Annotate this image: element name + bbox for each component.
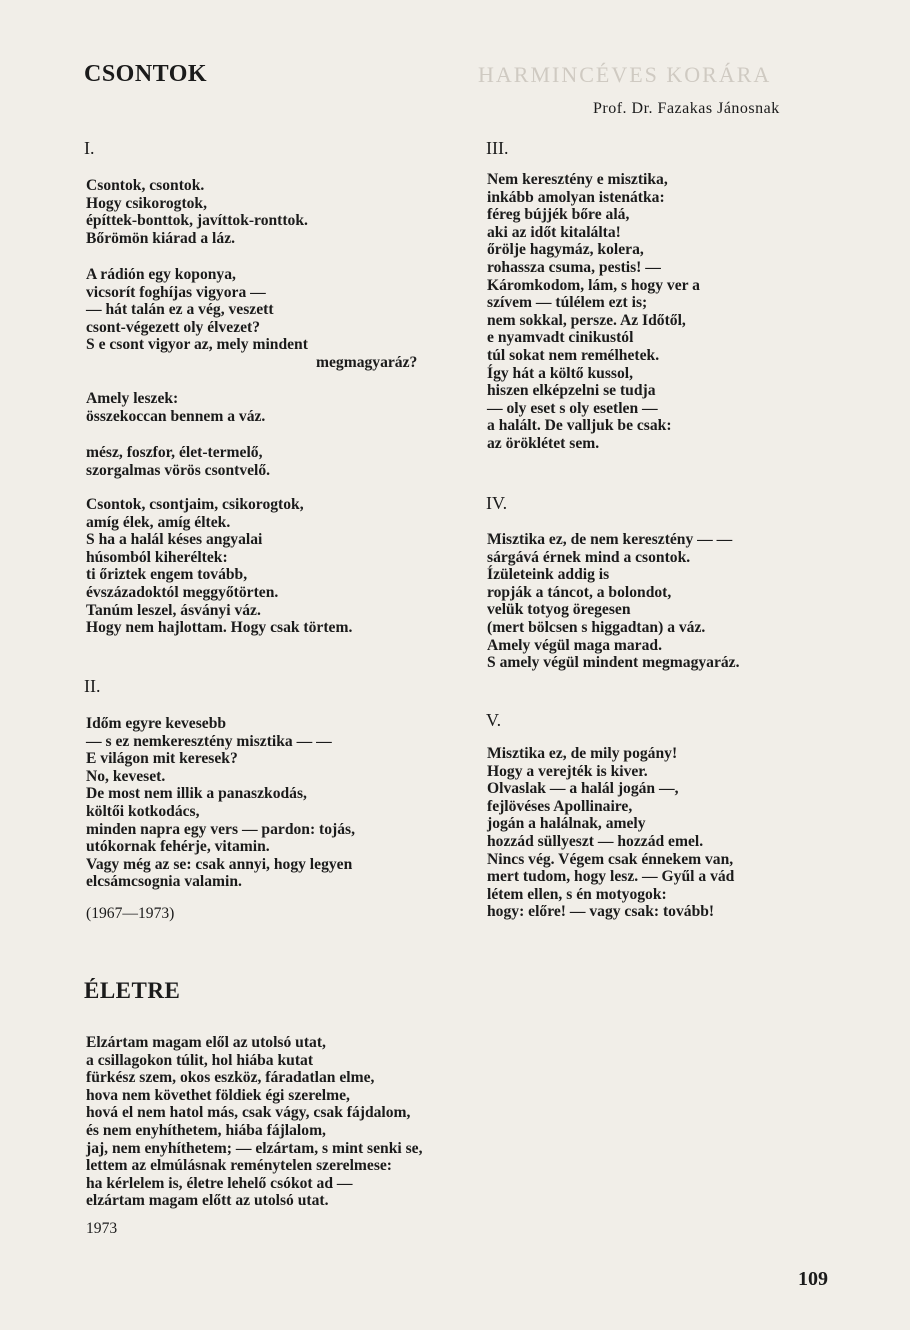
section-numeral-2: II. bbox=[84, 676, 101, 696]
poem-line: (mert bölcsen s higgadtan) a váz. bbox=[487, 618, 706, 636]
poem-line: őrölje hagymáz, kolera, bbox=[487, 241, 644, 259]
poem-line: rohassza csuma, pestis! — bbox=[487, 258, 661, 276]
poem-line: S e csont vigyor az, mely mindent bbox=[86, 336, 308, 354]
poem-line: hova nem követhet földiek égi szerelme, bbox=[86, 1086, 350, 1104]
poem-line: Káromkodom, lám, s hogy ver a bbox=[487, 276, 700, 294]
poem-line: elcsámcsognia valamin. bbox=[86, 873, 242, 891]
stanza-5-1 bbox=[487, 745, 734, 921]
poem-line: Vagy még az se: csak annyi, hogy legyen bbox=[86, 855, 353, 873]
poem-line: A rádión egy koponya, bbox=[86, 266, 236, 283]
poem-line: Ízületeink addig is bbox=[487, 566, 610, 584]
poem-line: hogy: előre! — vagy csak: tovább! bbox=[487, 903, 715, 921]
poem-line: amíg élek, amíg éltek. bbox=[86, 513, 231, 531]
poem-line: mész, foszfor, élet-termelő, bbox=[86, 444, 263, 461]
poem-line: építtek-bonttok, javíttok-ronttok. bbox=[86, 212, 308, 230]
dedication: Prof. Dr. Fazakas Jánosnak bbox=[593, 100, 780, 117]
poem-line: megmagyaráz? bbox=[316, 353, 418, 371]
poem-line: Elzártam magam elől az utolsó utat, bbox=[86, 1034, 326, 1051]
section-numeral-1: I. bbox=[84, 138, 95, 158]
poem-line: az öröklétet sem. bbox=[487, 434, 600, 452]
poem-line: mert tudom, hogy lesz. — Gyűl a vád bbox=[487, 868, 735, 886]
stanza-1-4 bbox=[86, 444, 270, 479]
stanza-2-1 bbox=[86, 715, 355, 891]
stanza-1-1 bbox=[86, 177, 308, 247]
stanza-3-1 bbox=[487, 171, 700, 453]
stanza-1-5 bbox=[86, 496, 352, 637]
poem-line: ti őriztek engem tovább, bbox=[86, 566, 248, 584]
poem-line: Misztika ez, de nem keresztény — — bbox=[487, 531, 733, 548]
poem-line: fejlövéses Apollinaire, bbox=[487, 797, 633, 815]
poem-line: Tanúm leszel, ásványi váz. bbox=[86, 601, 261, 619]
poem-line: Csontok, csontjaim, csikorogtok, bbox=[86, 496, 304, 513]
poem-title-csontok: CSONTOK bbox=[84, 61, 208, 87]
poem-title-eletre: ÉLETRE bbox=[84, 978, 181, 1003]
poem-line: költői kotkodács, bbox=[86, 802, 200, 820]
poem-line: összekoccan bennem a váz. bbox=[86, 407, 266, 425]
poem-line: nem sokkal, persze. Az Időtől, bbox=[487, 311, 686, 329]
poem-line: Hogy nem hajlottam. Hogy csak törtem. bbox=[86, 619, 353, 637]
poem-line: a halált. De valljuk be csak: bbox=[487, 417, 672, 435]
poem-eletre-body bbox=[86, 1034, 423, 1210]
poem-line: Így hát a költő kussol, bbox=[487, 364, 634, 382]
poem-line: túl sokat nem remélhetek. bbox=[487, 346, 660, 364]
poem-line: S ha a halál késes angyalai bbox=[86, 531, 263, 549]
poem-line: jogán a halálnak, amely bbox=[487, 815, 646, 833]
poem-line: vicsorít foghíjas vigyora — bbox=[86, 283, 266, 301]
poem-line: szorgalmas vörös csontvelő. bbox=[86, 461, 271, 479]
poem-line: De most nem illik a panaszkodás, bbox=[86, 785, 307, 803]
poem-line: Bőrömön kiárad a láz. bbox=[86, 229, 236, 247]
poem-line: létem ellen, s én motyogok: bbox=[487, 885, 667, 903]
stanza-1-2 bbox=[86, 266, 417, 372]
poem-line: hová el nem hatol más, csak vágy, csak fájdalom, bbox=[86, 1104, 411, 1122]
stanza-4-1 bbox=[487, 531, 740, 672]
poem-line: szívem — túlélem ezt is; bbox=[487, 294, 648, 312]
poem-line: húsomból kiheréltek: bbox=[86, 548, 228, 566]
poem-line: aki az időt kitalálta! bbox=[487, 223, 621, 241]
poem-line: E világon mit keresek? bbox=[86, 750, 238, 768]
poem-line: féreg bújjék bőre alá, bbox=[487, 206, 630, 224]
poem-line: Időm egyre kevesebb bbox=[86, 715, 227, 732]
poem-line: Olvaslak — a halál jogán —, bbox=[487, 780, 679, 798]
poem-line: Misztika ez, de mily pogány! bbox=[487, 745, 678, 762]
poem-line: — oly eset s oly esetlen — bbox=[487, 399, 658, 417]
poem-line: S amely végül mindent megmagyaráz. bbox=[487, 654, 740, 672]
poem-line: és nem enyhíthetem, hiába fájlalom, bbox=[86, 1121, 326, 1139]
poem-line: Csontok, csontok. bbox=[86, 177, 205, 194]
poem-line: elzártam magam előtt az utolsó utat. bbox=[86, 1192, 329, 1210]
poem-line: Nincs vég. Végem csak énnekem van, bbox=[487, 850, 734, 868]
poem-line: jaj, nem enyhíthetem; — elzártam, s mint senki se, bbox=[86, 1139, 423, 1157]
section-numeral-4: IV. bbox=[486, 493, 508, 513]
bleed-through-text: HARMINCÉVES KORÁRA bbox=[478, 62, 772, 87]
poem-line: Nem keresztény e misztika, bbox=[487, 171, 668, 188]
poem-line: fürkész szem, okos eszköz, fáradatlan elme, bbox=[86, 1069, 375, 1087]
poem-line: ropják a táncot, a bolondot, bbox=[487, 583, 672, 601]
poem-line: Amely leszek: bbox=[86, 390, 179, 407]
section-numeral-3: III. bbox=[486, 138, 509, 158]
poem-line: velük totyog öregesen bbox=[487, 601, 631, 619]
poem-line: hozzád süllyeszt — hozzád emel. bbox=[487, 832, 704, 850]
poem-line: No, keveset. bbox=[86, 767, 166, 785]
poem-line: sárgává érnek mind a csontok. bbox=[487, 548, 691, 566]
poem-line: Hogy a verejték is kiver. bbox=[487, 762, 648, 780]
poem-line: e nyamvadt cinikustól bbox=[487, 329, 634, 347]
poem-line: Amely végül maga marad. bbox=[487, 636, 662, 654]
poem-line: inkább amolyan istenátka: bbox=[487, 188, 665, 206]
poem-line: csont-végezett oly élvezet? bbox=[86, 318, 261, 336]
poem-line: Hogy csikorogtok, bbox=[86, 194, 208, 212]
poem-line: lettem az elmúlásnak reménytelen szerelmese: bbox=[86, 1157, 392, 1175]
section-numeral-5: V. bbox=[486, 710, 502, 730]
poem-date: 1973 bbox=[86, 1220, 118, 1237]
poem-date: (1967—1973) bbox=[86, 905, 175, 922]
poem-line: hiszen elképzelni se tudja bbox=[487, 382, 656, 400]
poem-line: évszázadoktól meggyőtörten. bbox=[86, 583, 279, 601]
poem-line: — hát talán ez a vég, veszett bbox=[86, 301, 274, 319]
poem-line: minden napra egy vers — pardon: tojás, bbox=[86, 820, 355, 838]
stanza-1-3 bbox=[86, 390, 265, 425]
poem-line: — s ez nemkeresztény misztika — — bbox=[86, 732, 332, 750]
poem-line: a csillagokon túlit, hol hiába kutat bbox=[86, 1051, 314, 1069]
poem-line: ha kérlelem is, életre lehelő csókot ad — bbox=[86, 1174, 353, 1192]
page-number: 109 bbox=[798, 1268, 828, 1290]
poem-line: utókornak fehérje, vitamin. bbox=[86, 838, 270, 856]
